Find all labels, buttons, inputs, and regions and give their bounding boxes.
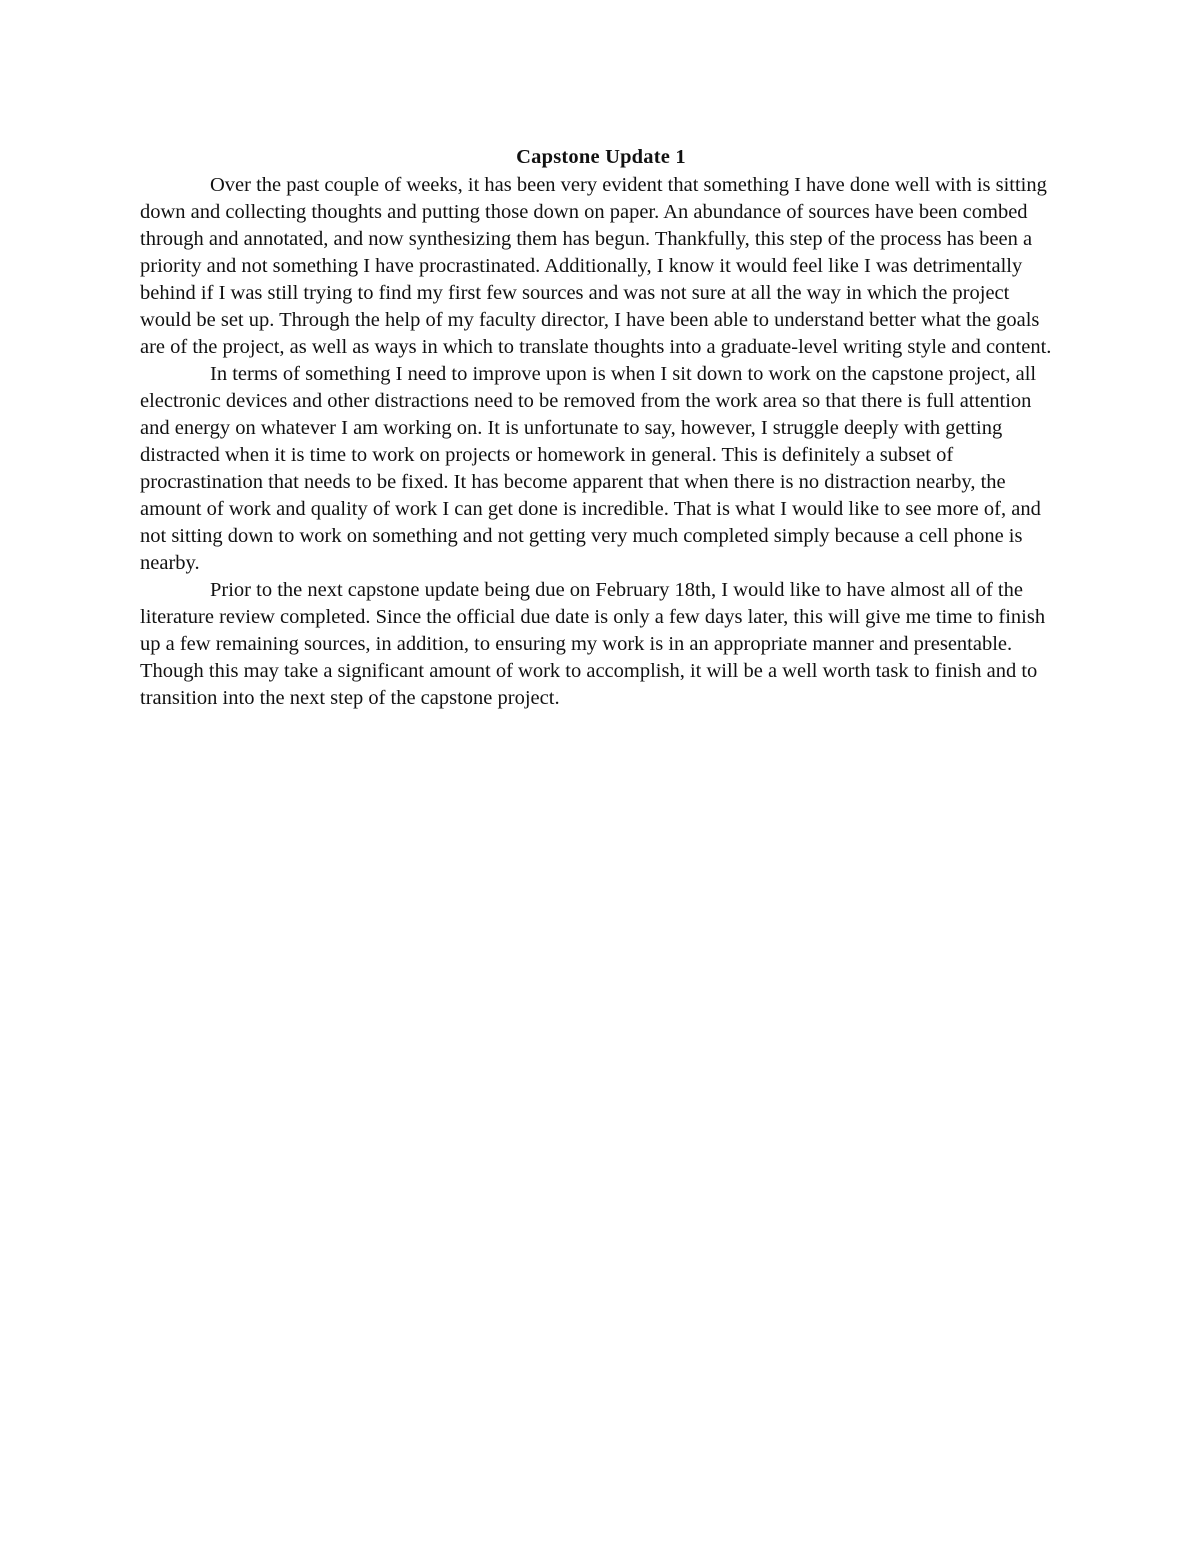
document-body: [140, 142, 1062, 712]
document-title: Capstone Update 1: [516, 146, 686, 168]
paragraph-strengths: Over the past couple of weeks, it has been very evident that something I have done well with is sitting down and collecting thoughts and putting those down on paper. An abundance of sources have been combed through and annotated, and now synthesizing them has begun. Thankfully, this step of the process has been a priority and not something I have procrastinated. Additionally, I know it would feel like I was detrimentally behind if I was still trying to find my first few sources and was not sure at all the way in which the project would be set up. Through the help of my faculty director, I have been able to understand better what the goals are of the project, as well as ways in which to translate thoughts into a graduate-level writing style and content.: [140, 174, 1052, 358]
paragraph-next-steps: Prior to the next capstone update being due on February 18th, I would like to have almost all of the literature review completed. Since the official due date is only a few days later, this will give me time to finish up a few remaining sources, in addition, to ensuring my work is in an appropriate manner and presentable. Though this may take a significant amount of work to accomplish, it will be a well worth task to finish and to transition into the next step of the capstone project.: [140, 579, 1046, 709]
paragraph-improvements: In terms of something I need to improve upon is when I sit down to work on the capstone project, all electronic devices and other distractions need to be removed from the work area so that there is full attention and energy on whatever I am working on. It is unfortunate to say, however, I struggle deeply with getting distracted when it is time to work on projects or homework in general. This is definitely a subset of procrastination that needs to be fixed. It has become apparent that when there is no distraction nearby, the amount of work and quality of work I can get done is incredible. That is what I would like to see more of, and not sitting down to work on something and not getting very much completed simply because a cell phone is nearby.: [140, 363, 1041, 574]
